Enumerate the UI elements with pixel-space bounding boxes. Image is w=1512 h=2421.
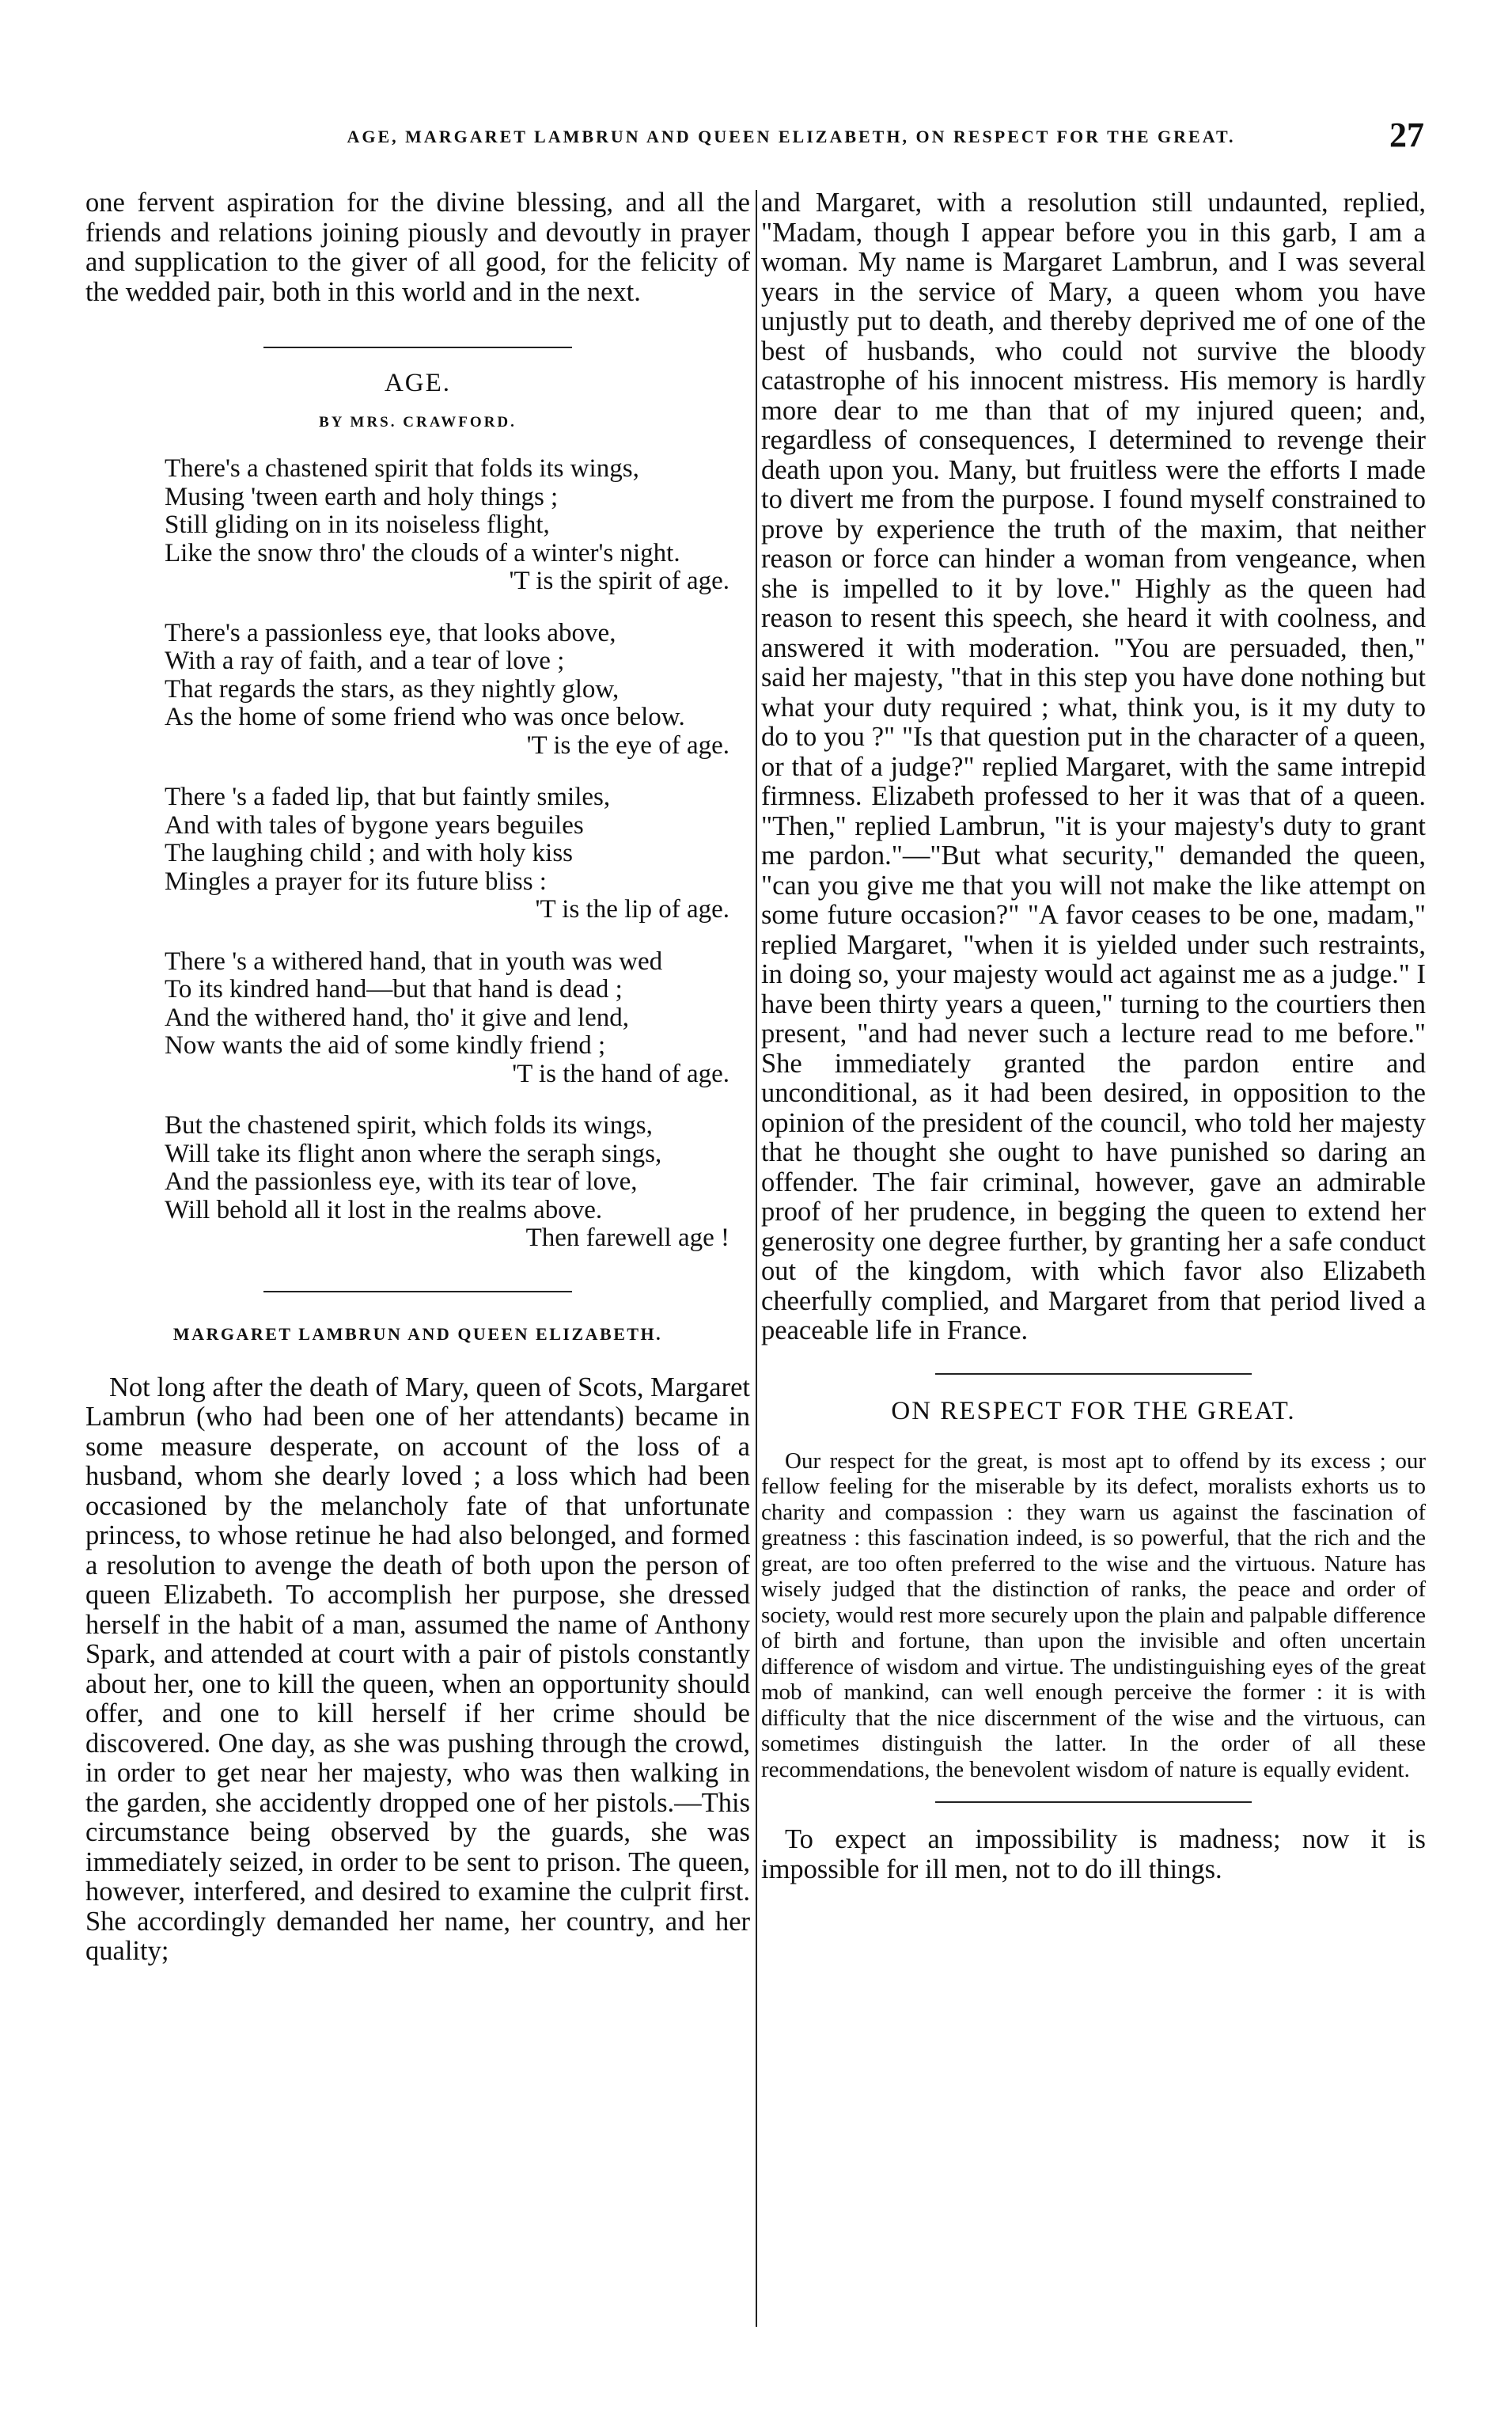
verse-line: Still gliding on in its noiseless flight, <box>165 510 550 539</box>
poem-stanza <box>165 620 744 761</box>
verse-line: And the withered hand, tho' it give and lend, <box>165 1003 629 1032</box>
verse-line: There 's a withered hand, that in youth was wed <box>165 947 663 976</box>
verse-line: There's a passionless eye, that looks above, <box>165 618 616 647</box>
verse-refrain: 'T is the eye of age. <box>526 730 729 760</box>
verse-line: There's a chastened spirit that folds its wings, <box>165 454 639 483</box>
verse-refrain: 'T is the hand of age. <box>512 1059 729 1088</box>
closing-maxim: To expect an impossibility is madness; now it is impossible for ill men, not to do ill things. <box>761 1824 1426 1884</box>
poem-stanza <box>165 948 744 1089</box>
left-column <box>85 188 750 1967</box>
verse-line: And with tales of bygone years beguiles <box>165 810 584 840</box>
verse-line: The laughing child ; and with holy kiss <box>165 839 574 867</box>
verse-line: Musing 'tween earth and holy things ; <box>165 482 559 511</box>
section-rule <box>263 347 572 348</box>
verse-line: With a ray of faith, and a tear of love ; <box>165 647 565 675</box>
section-rule <box>935 1373 1252 1375</box>
poem-stanza <box>165 784 744 924</box>
verse-line: Will behold all it lost in the realms above. <box>165 1195 603 1224</box>
poem-stanza <box>165 1112 744 1253</box>
intro-paragraph: one fervent aspiration for the divine blessing, and all the friends and relations joining piously and devoutly in prayer and supplication to the giver of all good, for the felicity of the wedded pair, both in this world and in the next. <box>85 188 750 307</box>
story-paragraph: Not long after the death of Mary, queen of Scots, Margaret Lambrun (who had been one of her attendants) became in some measure desperate, on account of the loss of a husband, whom she dearly loved ; a loss which had been occasioned by the melancholy fate of that unfortunate princess, to whose retinue he had also belonged, and formed a resolution to avenge the death of both upon the person of queen Elizabeth. To accomplish her purpose, she dressed herself in the habit of a man, assumed the name of Anthony Spark, and attended at court with a pair of pistols constantly about her, one to kill the queen, when an opportunity should offer, and one to kill herself if her crime should be discovered. One day, as she was pushing through the crowd, in order to get near her majesty, who was then walking in the garden, she accidently dropped one of her pistols.—This circumstance being observed by the guards, she was immediately seized, in order to be sent to prison. The queen, however, interfered, and desired to examine the culprit first. She accordingly demanded her name, her country, and her quality; <box>85 1372 750 1966</box>
verse-line: There 's a faded lip, that but faintly smiles, <box>165 783 611 811</box>
poem-title: AGE. <box>384 369 452 397</box>
verse-line: But the chastened spirit, which folds its wings, <box>165 1111 653 1140</box>
verse-refrain: 'T is the lip of age. <box>535 895 729 924</box>
verse-line: To its kindred hand—but that hand is dead ; <box>165 975 623 1004</box>
verse-line: Mingles a prayer for its future bliss : <box>165 867 547 896</box>
verse-line: Will take its flight anon where the seraph sings, <box>165 1139 662 1168</box>
verse-line: That regards the stars, as they nightly glow, <box>165 674 620 704</box>
verse-line: Like the snow thro' the clouds of a winter's night. <box>165 538 680 567</box>
essay-paragraph: Our respect for the great, is most apt to offend by its excess ; our fellow feeling for the miserable by its defect, moralists exhorts us to charity and compassion : they warn us against the fascination of greatness : this fascination indeed, is so powerful, that the rich and the great, are too often preferred to the wise and the virtuous. Nature has wisely judged that the distinction of ranks, the peace and order of society, would rest more securely upon the plain and palpable difference of birth and fortune, than upon the invisible and often uncertain difference of wisdom and virtue. The undistinguishing eyes of the great mob of mankind, can well enough perceive the former : it is with difficulty that the nice discernment of the wise and the virtuous, can sometimes distinguish the latter. In the order of all these recommendations, the benevolent wisdom of nature is equally evident. <box>761 1448 1426 1782</box>
verse-refrain: Then farewell age ! <box>525 1224 729 1252</box>
verse-line: Now wants the aid of some kindly friend ; <box>165 1031 606 1060</box>
section-rule <box>935 1801 1252 1803</box>
verse-line: As the home of some friend who was once below. <box>165 703 685 731</box>
poem-stanza <box>165 455 744 596</box>
verse-line: And the passionless eye, with its tear of love, <box>165 1167 638 1196</box>
poem-byline: BY MRS. CRAWFORD. <box>319 414 517 431</box>
verse-refrain: 'T is the spirit of age. <box>509 567 729 595</box>
story-title: MARGARET LAMBRUN AND QUEEN ELIZABETH. <box>172 1323 663 1344</box>
right-column <box>761 188 1426 1884</box>
story-continued-paragraph: and Margaret, with a resolution still undaunted, replied, "Madam, though I appear before you in this garb, I am a woman. My name is Margaret Lambrun, and I was several years in the service of Mary, a queen whom you have unjustly put to death, and thereby deprived me of one of the best of husbands, who could not survive the bloody catastrophe of his innocent mistress. His memory is hardly more dear to me than that of my injured queen; and, regardless of consequences, I determined to revenge their death upon you. Many, but fruitless were the efforts I made to divert me from the purpose. I found myself constrained to prove by experience the truth of the maxim, that neither reason or force can hinder a woman from vengeance, when she is impelled to it by love." Highly as the queen had reason to resent this speech, she heard it with coolness, and answered it with moderation. "You are persuaded, then," said her majesty, "that in this step you have done nothing but what your duty required ; what, think you, is it my duty to do to you ?" "Is that question put in the character of a queen, or that of a judge?" replied Margaret, with the same intrepid firmness. Elizabeth professed to her it was that of a queen. "Then," replied Lambrun, "it is your majesty's duty to grant me pardon."—"But what security," demanded the queen, "can you give me that you will not make the like attempt on some future occasion?" "A favor ceases to be one, madam," replied Margaret, "when it is yielded under such restraints, in doing so, your majesty would act against me as a judge." I have been thirty years a queen," turning to the courtiers then present, "and had never such a lecture read to me before." She immediately granted the pardon entire and unconditional, as it had been desired, in opposition to the opinion of the president of the council, who told her majesty that he thought she ought to have punished so daring an offender. The fair criminal, however, gave an admirable proof of her prudence, in begging the queen to extend her generosity one degree further, by granting her a safe conduct out of the kingdom, with which favor also Elizabeth cheerfully complied, and Margaret from that period lived a peaceable life in France. <box>761 188 1426 1345</box>
section-rule <box>263 1291 572 1292</box>
essay-title: ON RESPECT FOR THE GREAT. <box>891 1396 1296 1425</box>
running-head: AGE, MARGARET LAMBRUN AND QUEEN ELIZABETH, ON RESPECT FOR THE GREAT. <box>347 127 1236 146</box>
page-number: 27 <box>1389 116 1424 154</box>
column-divider <box>756 190 757 2327</box>
